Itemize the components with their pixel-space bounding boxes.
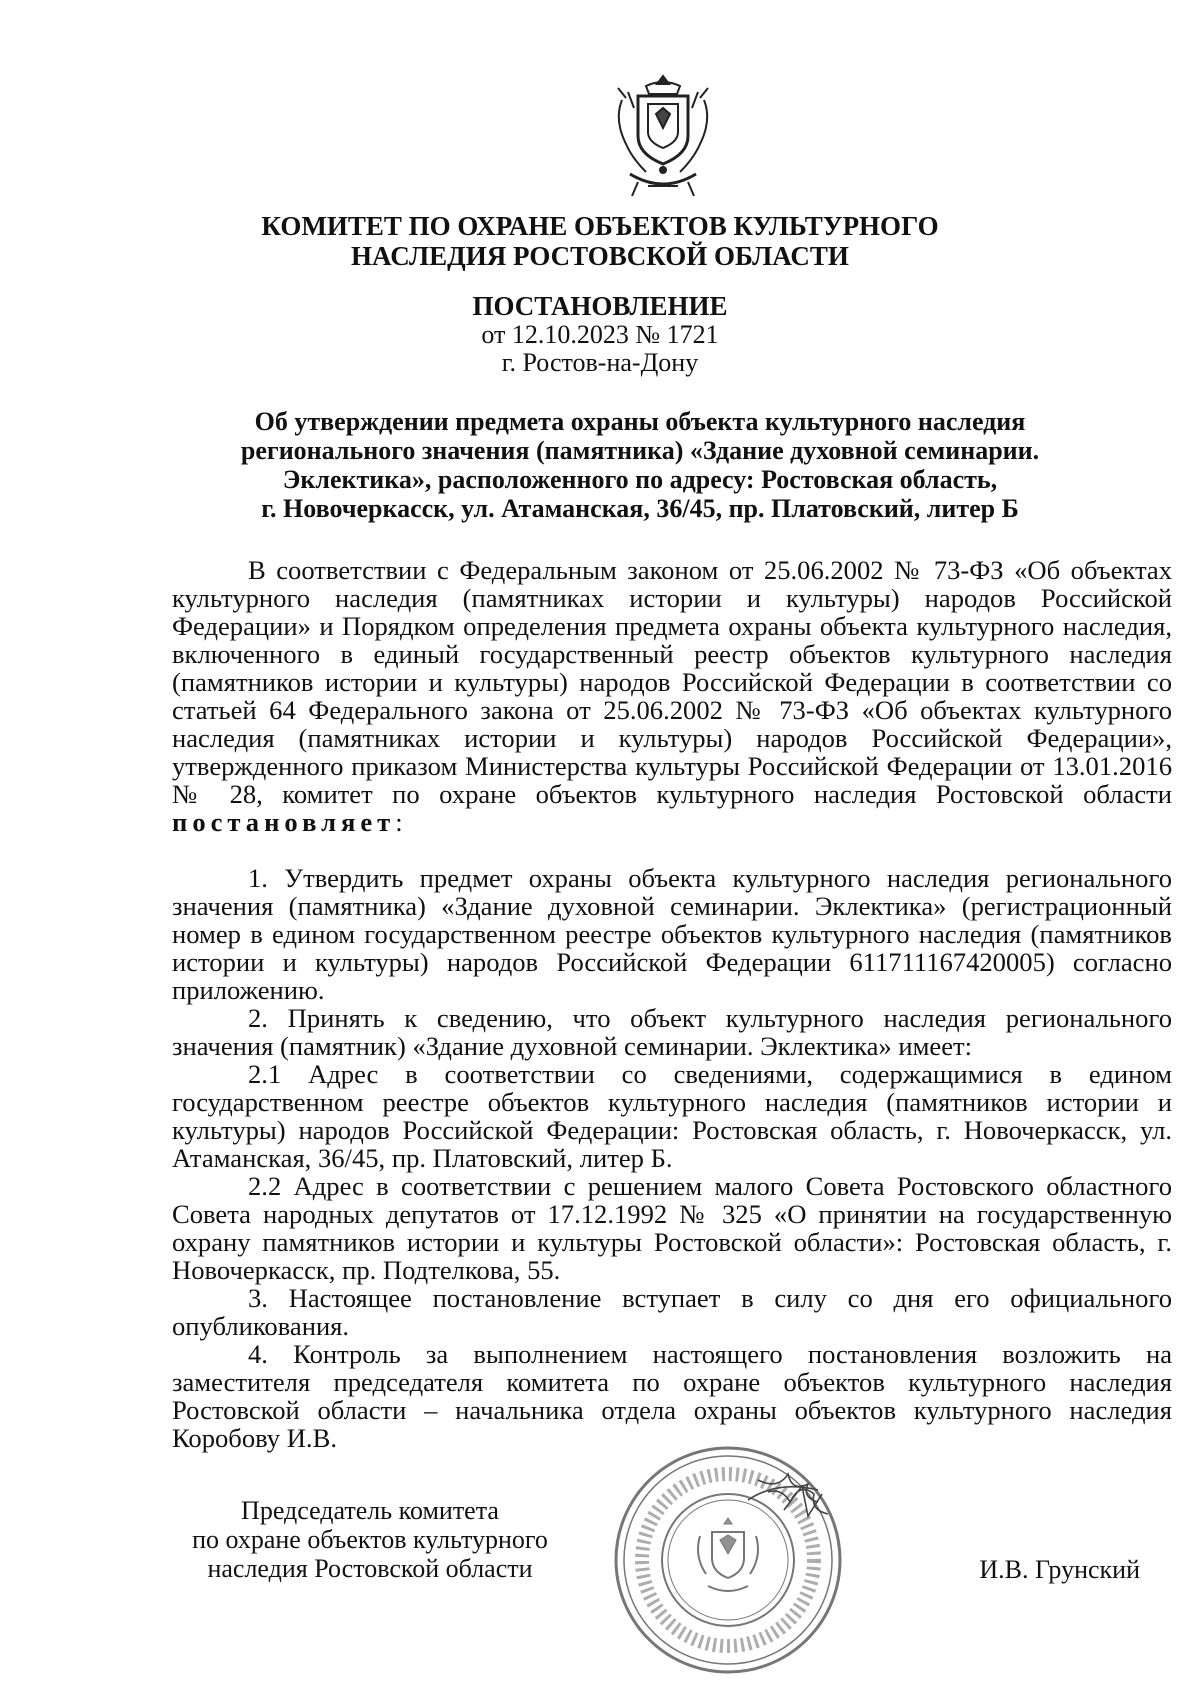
signatory-position [170, 1496, 570, 1583]
document-type: ПОСТАНОВЛЕНИЕ [472, 291, 728, 321]
item-2-2: 2.2 Адрес в соответствии с решением малого Совета Ростовского областного Совета народных депутатов от 17.12.1992 № 325 «О принятии на государственную охрану памятников истории и культуры Ростовской области»: Ростовская область, г. Новочеркасск, пр. Подтелкова, 55. [172, 1171, 1172, 1285]
preamble-text: В соответствии с Федеральным законом от 25.06.2002 № 73-ФЗ «Об объектах культурного наследия (памятниках истории и культуры) народов Российской Федерации» и Порядком определения предмета охраны объекта культурного наследия, включенного в единый государственный реестр объектов культурного наследия (памятников истории и культуры) народов Российской Федерации в соответствии со статьей 64 Федерального закона от 25.06.2002 № 73-ФЗ «Об объектах культурного наследия (памятниках истории и культуры) народов Российской Федерации», утвержденного приказом Министерства культуры Российской Федерации от 13.01.2016 № 28, комитет по охране объектов культурного наследия Ростовской области [172, 555, 1172, 809]
item-4: 4. Контроль за выполнением настоящего постановления возложить на заместителя председателя комитета по охране объектов культурного наследия Ростовской области – начальника отдела охраны объектов культурного наследия Коробову И.В. [172, 1339, 1172, 1453]
official-round-seal-icon [608, 1440, 848, 1680]
document-title-line1: Об утверждении предмета охраны объекта культурного наследия [254, 407, 1026, 436]
organization-name-line1: КОМИТЕТ ПО ОХРАНЕ ОБЪЕКТОВ КУЛЬТУРНОГО [261, 211, 939, 241]
rostov-oblast-coat-of-arms-icon [608, 70, 718, 206]
signatory-position-line3: наследия Ростовской области [207, 1554, 533, 1583]
document-title-line3: Эклектика», расположенного по адресу: Ростовская область, [282, 465, 998, 494]
decree-word: постановляет [172, 807, 396, 837]
document-city: г. Ростов-на-Дону [501, 348, 699, 377]
organization-name-line2: НАСЛЕДИЯ РОСТОВСКОЙ ОБЛАСТИ [351, 241, 849, 271]
document-body [172, 556, 1172, 1452]
signatory-name: И.В. Грунский [979, 1555, 1140, 1584]
document-title [210, 407, 1070, 523]
item-1: 1. Утвердить предмет охраны объекта культурного наследия регионального значения (памятника) «Здание духовной семинарии. Эклектика» (регистрационный номер в едином государственном реестре объектов культурного наследия (памятников истории и культуры) народов Российской Федерации 611711167420005) согласно приложению. [172, 863, 1172, 1005]
organization-name [160, 211, 1040, 271]
item-2-1: 2.1 Адрес в соответствии со сведениями, содержащимися в едином государственном реестре объектов культурного наследия (памятников истории и культуры) народов Российской Федерации: Ростовская область, г. Новочеркасск, ул. Атаманская, 36/45, пр. Платовский, литер Б. [172, 1059, 1172, 1173]
document-date-number: от 12.10.2023 № 1721 [481, 320, 719, 349]
signatory-position-line1: Председатель комитета [241, 1496, 499, 1525]
document-title-line4: г. Новочеркасск, ул. Атаманская, 36/45, пр. Платовский, литер Б [261, 494, 1019, 523]
document-title-line2: регионального значения (памятника) «Здание духовной семинарии. [240, 436, 1040, 465]
preamble-paragraph [172, 556, 1172, 836]
signatory-position-line2: по охране объектов культурного [192, 1525, 548, 1554]
item-3: 3. Настоящее постановление вступает в силу со дня его официального опубликования. [172, 1283, 1172, 1341]
item-2: 2. Принять к сведению, что объект культурного наследия регионального значения (памятник) «Здание духовной семинарии. Эклектика» имеет: [172, 1003, 1172, 1061]
decree-colon: : [395, 807, 403, 837]
